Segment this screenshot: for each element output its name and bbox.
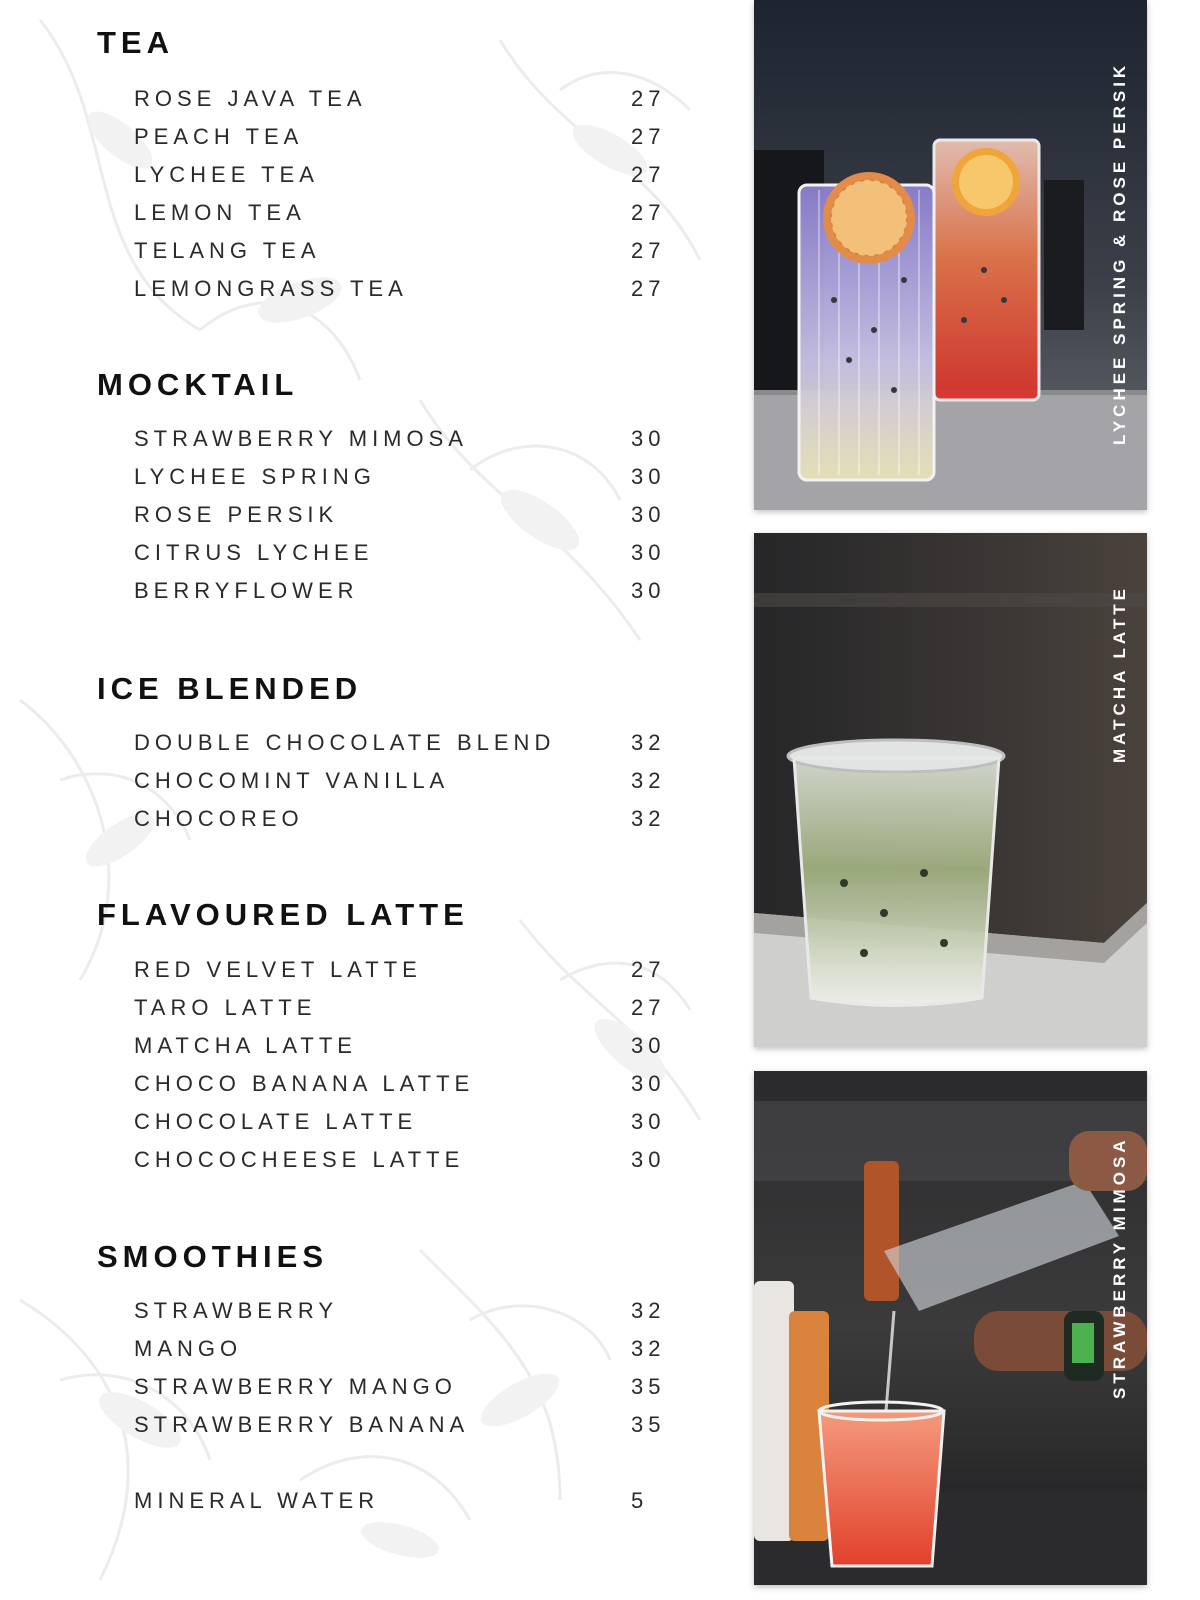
pouring-drink-photo	[754, 1071, 1147, 1585]
menu-item-price: 30	[631, 1109, 666, 1134]
section-title-smoothies: SMOOTHIES	[97, 1239, 329, 1274]
menu-item-name: MINERAL WATER	[134, 1488, 380, 1513]
menu-item-name: STRAWBERRY	[134, 1298, 339, 1323]
menu-item-price: 32	[631, 1298, 666, 1323]
section-title-flavoured-latte: FLAVOURED LATTE	[97, 897, 469, 932]
menu-item-price: 27	[631, 238, 666, 263]
menu-item-price: 27	[631, 124, 666, 149]
menu-item-price: 27	[631, 957, 666, 982]
menu-item-name: CHOCOLATE LATTE	[134, 1109, 418, 1134]
menu-item-price: 30	[631, 578, 666, 603]
menu-item-price: 32	[631, 768, 666, 793]
menu-item-price: 27	[631, 995, 666, 1020]
menu-item-price: 27	[631, 200, 666, 225]
photo-caption: STRAWBERRY MIMOSA	[1110, 1136, 1129, 1399]
menu-item-name: LYCHEE TEA	[134, 162, 319, 187]
menu-item-price: 35	[631, 1412, 666, 1437]
menu-item-name: LEMONGRASS TEA	[134, 276, 408, 301]
menu-item-name: CHOCOREO	[134, 806, 304, 831]
menu-item-price: 30	[631, 1071, 666, 1096]
menu-item-name: TARO LATTE	[134, 995, 317, 1020]
menu-item-price: 32	[631, 806, 666, 831]
menu-item-name: MANGO	[134, 1336, 243, 1361]
menu-item-name: STRAWBERRY MANGO	[134, 1374, 457, 1399]
menu-item-price: 30	[631, 502, 666, 527]
menu-item-name: CHOCOCHEESE LATTE	[134, 1147, 465, 1172]
matcha-cup-photo	[754, 533, 1147, 1047]
menu-item-name: CHOCO BANANA LATTE	[134, 1071, 475, 1096]
menu-item-price: 35	[631, 1374, 666, 1399]
menu-item-price: 30	[631, 426, 666, 451]
menu-item-name: TELANG TEA	[134, 238, 321, 263]
menu-item-name: ROSE PERSIK	[134, 502, 339, 527]
section-title-mocktail: MOCKTAIL	[97, 367, 299, 402]
menu-item-name: STRAWBERRY MIMOSA	[134, 426, 468, 451]
menu-item-name: BERRYFLOWER	[134, 578, 359, 603]
menu-item-name: LEMON TEA	[134, 200, 306, 225]
menu-item-name: DOUBLE CHOCOLATE BLEND	[134, 730, 556, 755]
menu-item-name: LYCHEE SPRING	[134, 464, 376, 489]
menu-item-name: STRAWBERRY BANANA	[134, 1412, 470, 1437]
section-title-tea: TEA	[97, 25, 174, 60]
menu-item-name: MATCHA LATTE	[134, 1033, 357, 1058]
menu-item-price: 30	[631, 1033, 666, 1058]
menu-item-price: 30	[631, 540, 666, 565]
menu-item-name: CITRUS LYCHEE	[134, 540, 374, 565]
menu-item-price: 5	[631, 1488, 649, 1513]
mocktail-glasses-photo	[754, 0, 1147, 510]
menu-item-price: 32	[631, 1336, 666, 1361]
section-title-ice-blended: ICE BLENDED	[97, 671, 363, 706]
menu-item-name: ROSE JAVA TEA	[134, 86, 367, 111]
photo-caption: MATCHA LATTE	[1110, 585, 1129, 763]
menu-item-price: 27	[631, 86, 666, 111]
menu-item-price: 32	[631, 730, 666, 755]
menu-item-name: CHOCOMINT VANILLA	[134, 768, 450, 793]
menu-item-price: 27	[631, 162, 666, 187]
menu-item-price: 30	[631, 464, 666, 489]
menu-item-price: 27	[631, 276, 666, 301]
menu-item-name: RED VELVET LATTE	[134, 957, 422, 982]
menu-item-price: 30	[631, 1147, 666, 1172]
photo-caption: LYCHEE SPRING & ROSE PERSIK	[1110, 61, 1129, 445]
menu-item-name: PEACH TEA	[134, 124, 304, 149]
